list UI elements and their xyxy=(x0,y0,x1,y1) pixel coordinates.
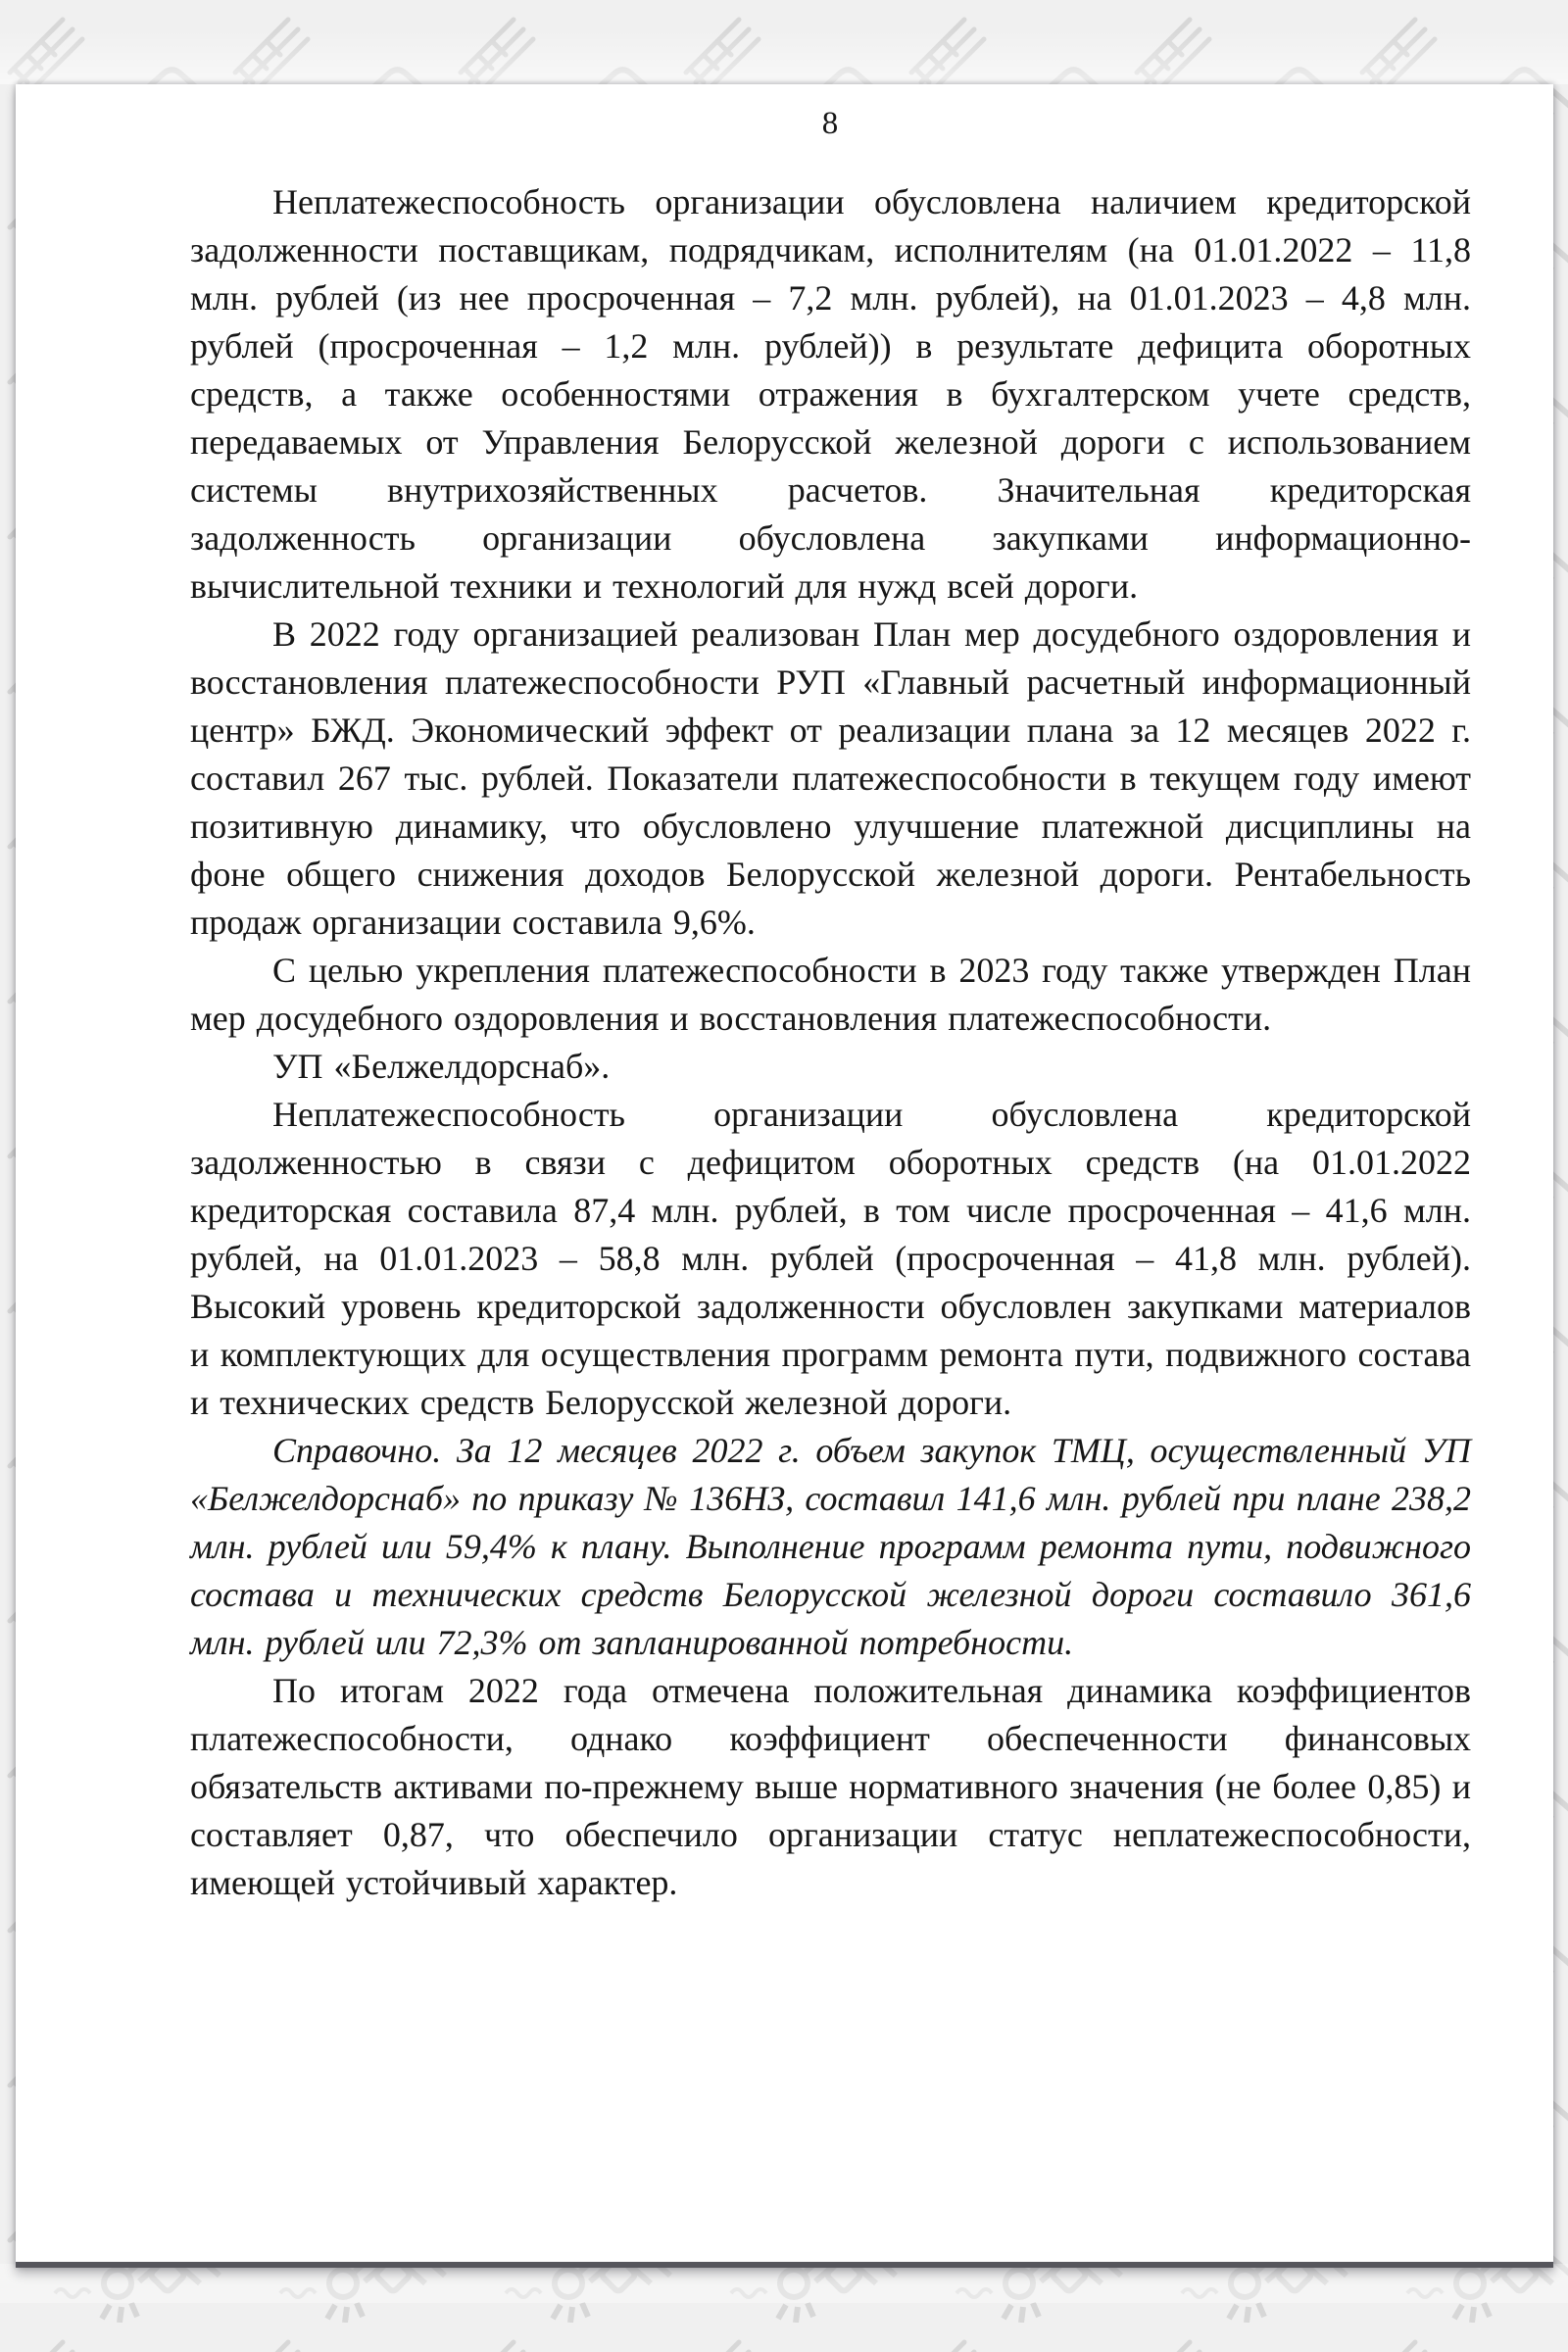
paragraph-reference-note: Справочно. За 12 месяцев 2022 г. объем закупок ТМЦ, осуществленный УП «Белжелдорснаб» по приказу № 136НЗ, составил 141,6 млн. рублей при плане 238,2 млн. рублей или 59,4% к плану. Выполнение программ ремонта пути, подвижного состава и технических средств Белорусской железной дороги составило 361,6 млн. рублей или 72,3% от запланированной потребности. xyxy=(190,1431,1471,1662)
paragraph-2022-results: По итогам 2022 года отмечена положительная динамика коэффициентов платежеспособности, однако коэффициент обеспеченности финансовых обязательств активами по-прежнему выше нормативного значения (не более 0,85) и составляет 0,87, что обеспечило организации статус неплатежеспособности, имеющей устойчивый характер. xyxy=(190,1671,1471,1902)
page-number: 8 xyxy=(821,106,840,141)
paragraph-belzheldorsnab-heading: УП «Белжелдорснаб». xyxy=(272,1047,611,1086)
paragraph-2022-plan-grivc: В 2022 году организацией реализован План мер досудебного оздоровления и восстановления платежеспособности РУП «Главный расчетный информационный центр» БЖД. Экономический эффект от реализации плана за 12 месяцев 2022 г. составил 267 тыс. рублей. Показатели платежеспособности в текущем году имеют позитивную динамику, что обусловлено улучшение платежной дисциплины на фоне общего снижения доходов Белорусской железной дороги. Рентабельность продаж организации составила 9,6%. xyxy=(190,614,1471,942)
paragraph-insolvency-grivc: Неплатежеспособность организации обусловлена наличием кредиторской задолженности поставщикам, подрядчикам, исполнителям (на 01.01.2022 – 11,8 млн. рублей (из нее просроченная – 7,2 млн. рублей), на 01.01.2023 – 4,8 млн. рублей (просроченная – 1,2 млн. рублей)) в результате дефицита оборотных средств, а также особенностями отражения в бухгалтерском учете средств, передаваемых от Управления Белорусской железной дороги с использованием системы внутрихозяйственных расчетов. Значительная кредиторская задолженность организации обусловлена закупками информационно-вычислительной техники и технологий для нужд всей дороги. xyxy=(190,182,1471,606)
document-page xyxy=(16,84,1553,2268)
paragraph-2023-plan: С целью укрепления платежеспособности в 2023 году также утвержден План мер досудебного оздоровления и восстановления платежеспособности. xyxy=(190,951,1471,1038)
paragraph-insolvency-belzheldorsnab: Неплатежеспособность организации обусловлена кредиторской задолженностью в связи с дефицитом оборотных средств (на 01.01.2022 кредиторская составила 87,4 млн. рублей, в том числе просроченная – 41,6 млн. рублей, на 01.01.2023 – 58,8 млн. рублей (просроченная – 41,8 млн. рублей). Высокий уровень кредиторской задолженности обусловлен закупками материалов и комплектующих для осуществления программ ремонта пути, подвижного состава и технических средств Белорусской железной дороги. xyxy=(190,1095,1471,1422)
page-content xyxy=(16,84,1553,1907)
